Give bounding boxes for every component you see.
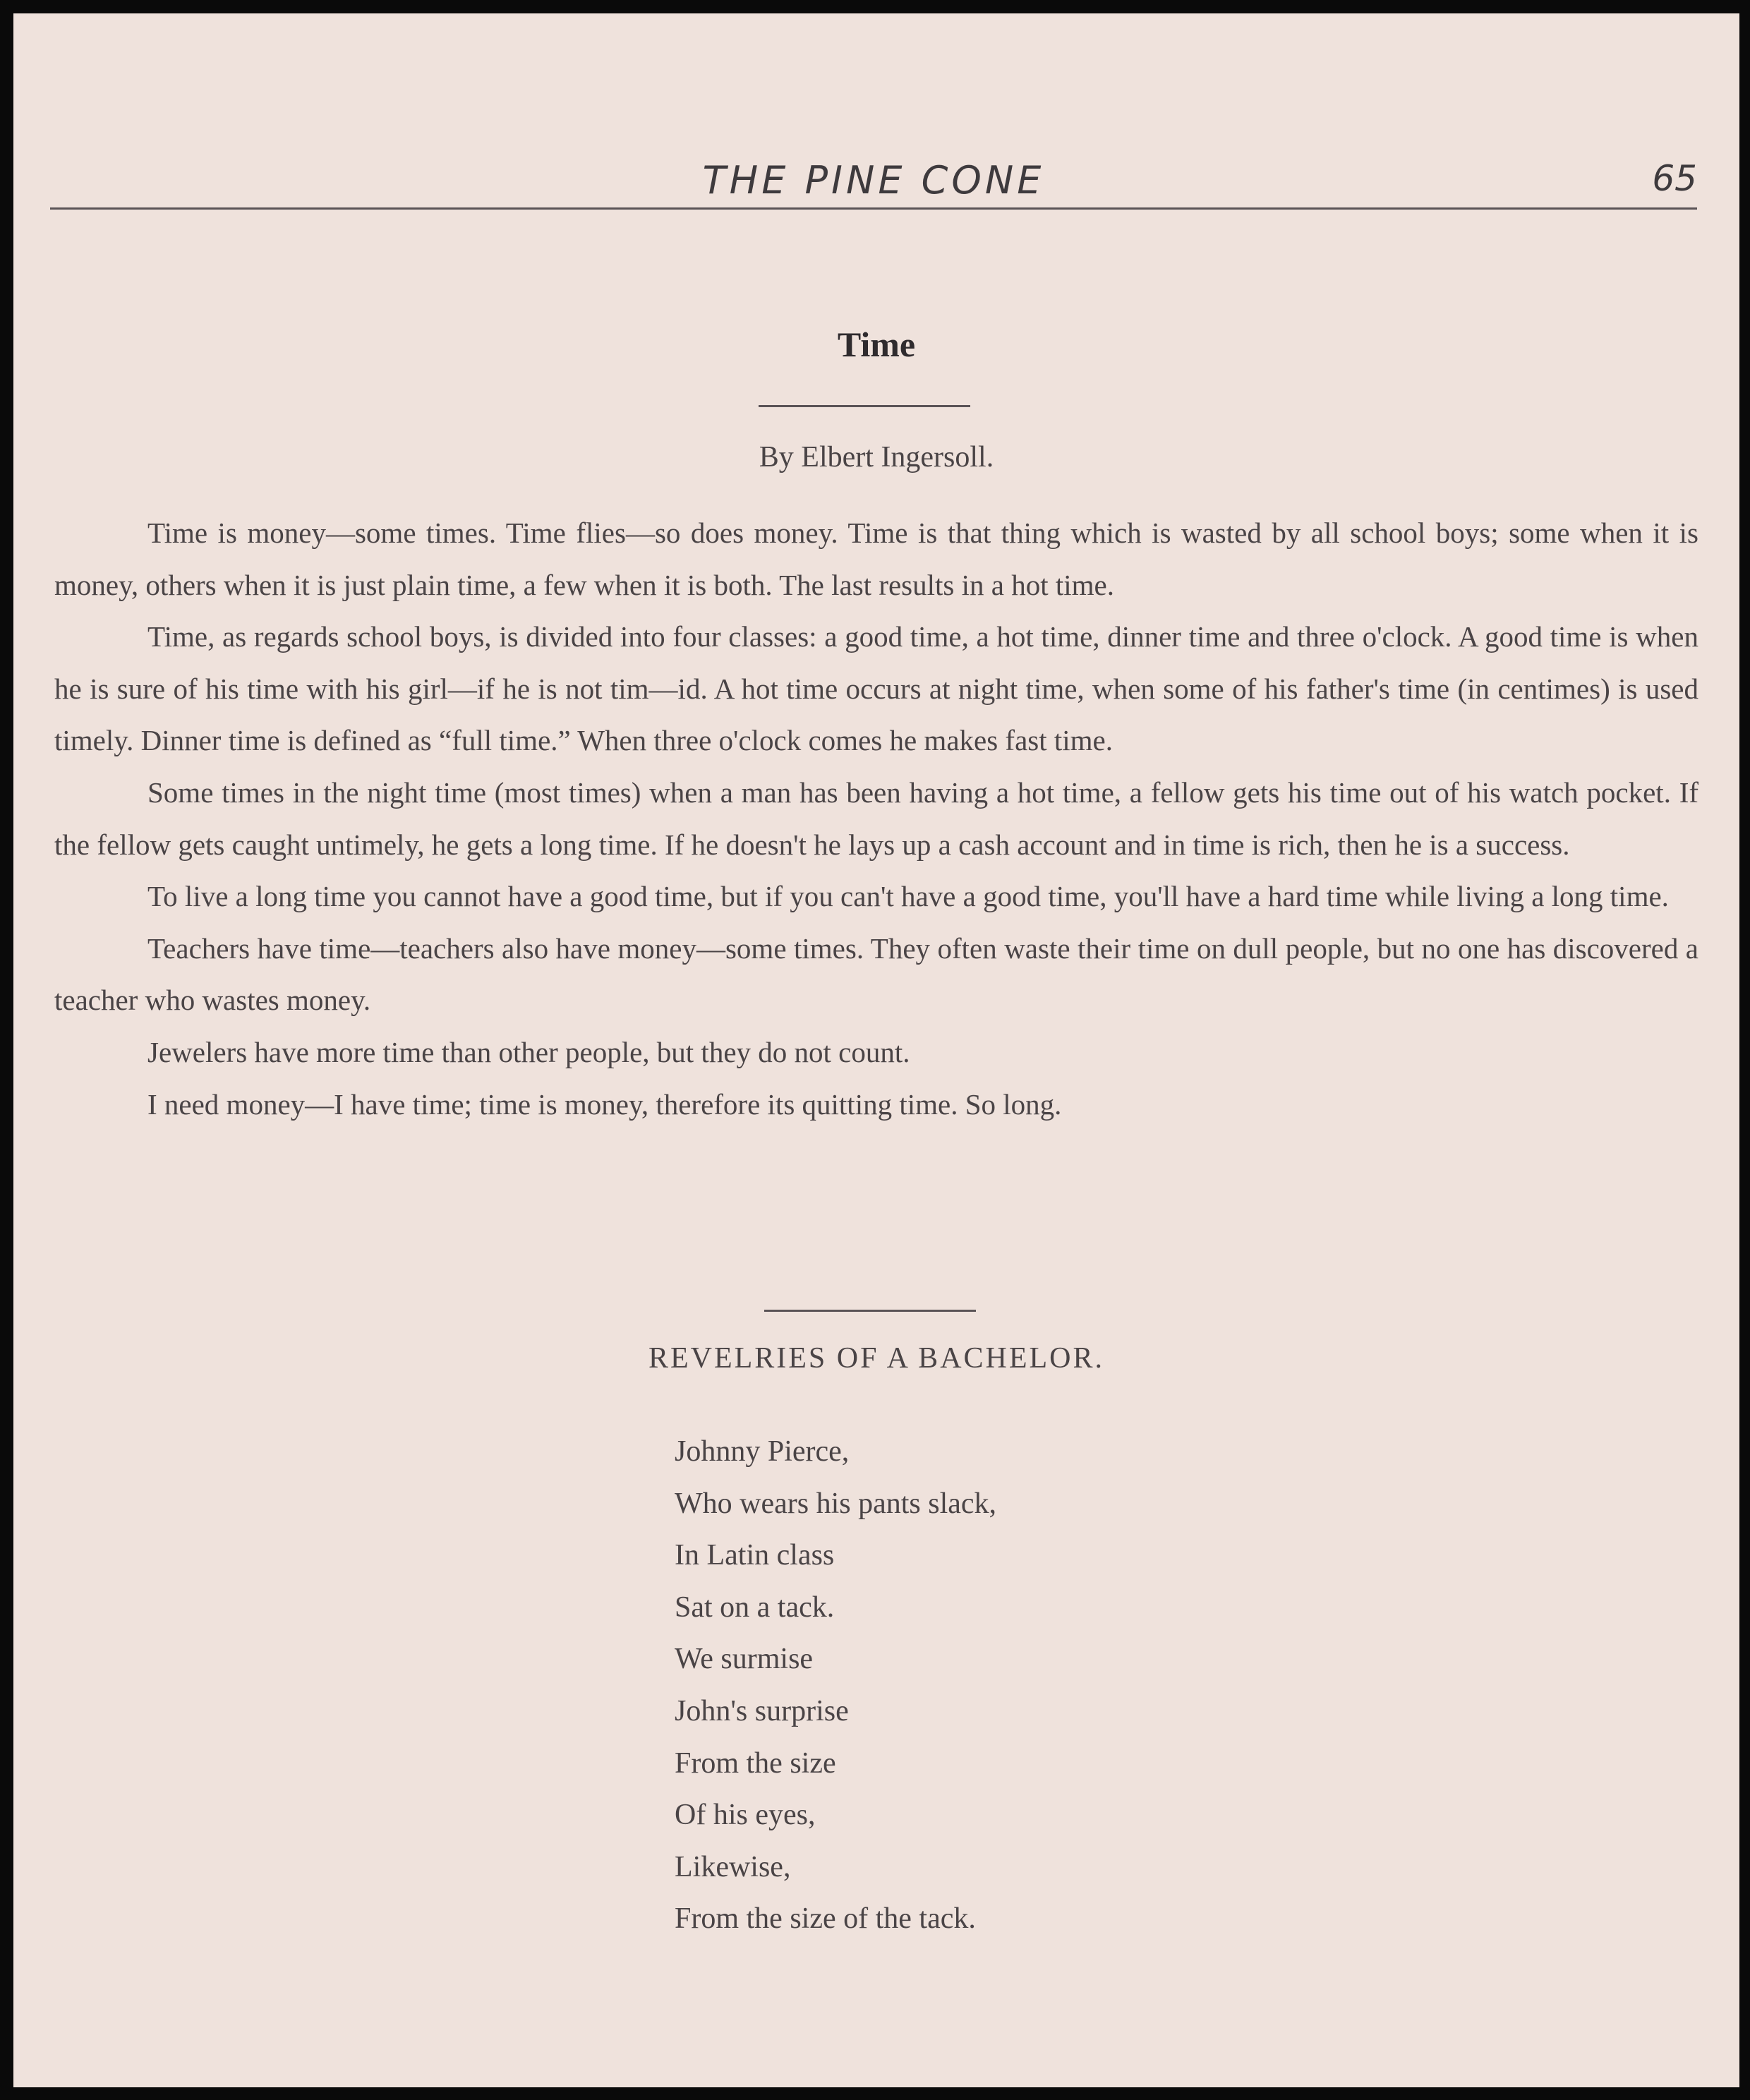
paragraph: Time is money—some times. Time flies—so does money. Time is that thing which is wasted by all school boys; some when it is money, others when it is just plain time, a few when it is both. The last results in a hot time. xyxy=(54,517,1698,601)
page-number: 65 xyxy=(1652,158,1697,199)
paragraph: Jewelers have more time than other people, but they do not count. xyxy=(147,1035,910,1068)
article-body xyxy=(54,507,1698,1130)
poem-line: Johnny Pierce, xyxy=(675,1435,850,1468)
poem-line: From the size xyxy=(675,1746,836,1780)
poem-line: Likewise, xyxy=(675,1850,791,1883)
poem-line: Sat on a tack. xyxy=(675,1591,835,1624)
poem-line: Of his eyes, xyxy=(675,1799,816,1832)
poem-line: John's surprise xyxy=(675,1694,849,1727)
poem-body xyxy=(675,1426,996,1945)
paragraph: Teachers have time—teachers also have money—some times. They often waste their time on dull people, but no one has discovered a teacher who wastes money. xyxy=(54,931,1698,1017)
paragraph: I need money—I have time; time is money, therefore its quitting time. So long. xyxy=(147,1087,1062,1121)
paragraph: Time, as regards school boys, is divided into four classes: a good time, a hot time, dinner time and three o'clock. A good time is when he is sure of his time with his girl—if he is not tim—id. A hot time occurs at night time, when some of his father's time (in centimes) is used timely. Dinner time is defined as “full time.” When three o'clock comes he makes fast time. xyxy=(54,620,1698,757)
article-byline: By Elbert Ingersoll. xyxy=(759,441,994,473)
header-rule xyxy=(50,207,1697,210)
poem-title: REVELRIES OF A BACHELOR. xyxy=(648,1342,1105,1375)
document-page xyxy=(13,13,1739,2087)
poem-line: In Latin class xyxy=(675,1539,835,1572)
poem-line: We surmise xyxy=(675,1643,814,1676)
poem-line: From the size of the tack. xyxy=(675,1902,976,1936)
running-header xyxy=(50,158,1697,207)
section-divider xyxy=(764,1310,976,1312)
title-divider xyxy=(759,405,970,407)
poem-line: Who wears his pants slack, xyxy=(675,1487,997,1520)
paragraph: Some times in the night time (most times) when a man has been having a hot time, a fellow gets his time out of his watch pocket. If the fellow gets caught untimely, he gets a long time. If he doesn't he lays up a cash account and in time is rich, then he is a success. xyxy=(54,776,1698,861)
article-title: Time xyxy=(837,325,916,364)
paragraph: To live a long time you cannot have a good time, but if you can't have a good time, you'll have a hard time while living a long time. xyxy=(147,880,1669,913)
publication-title: THE PINE CONE xyxy=(702,158,1045,203)
